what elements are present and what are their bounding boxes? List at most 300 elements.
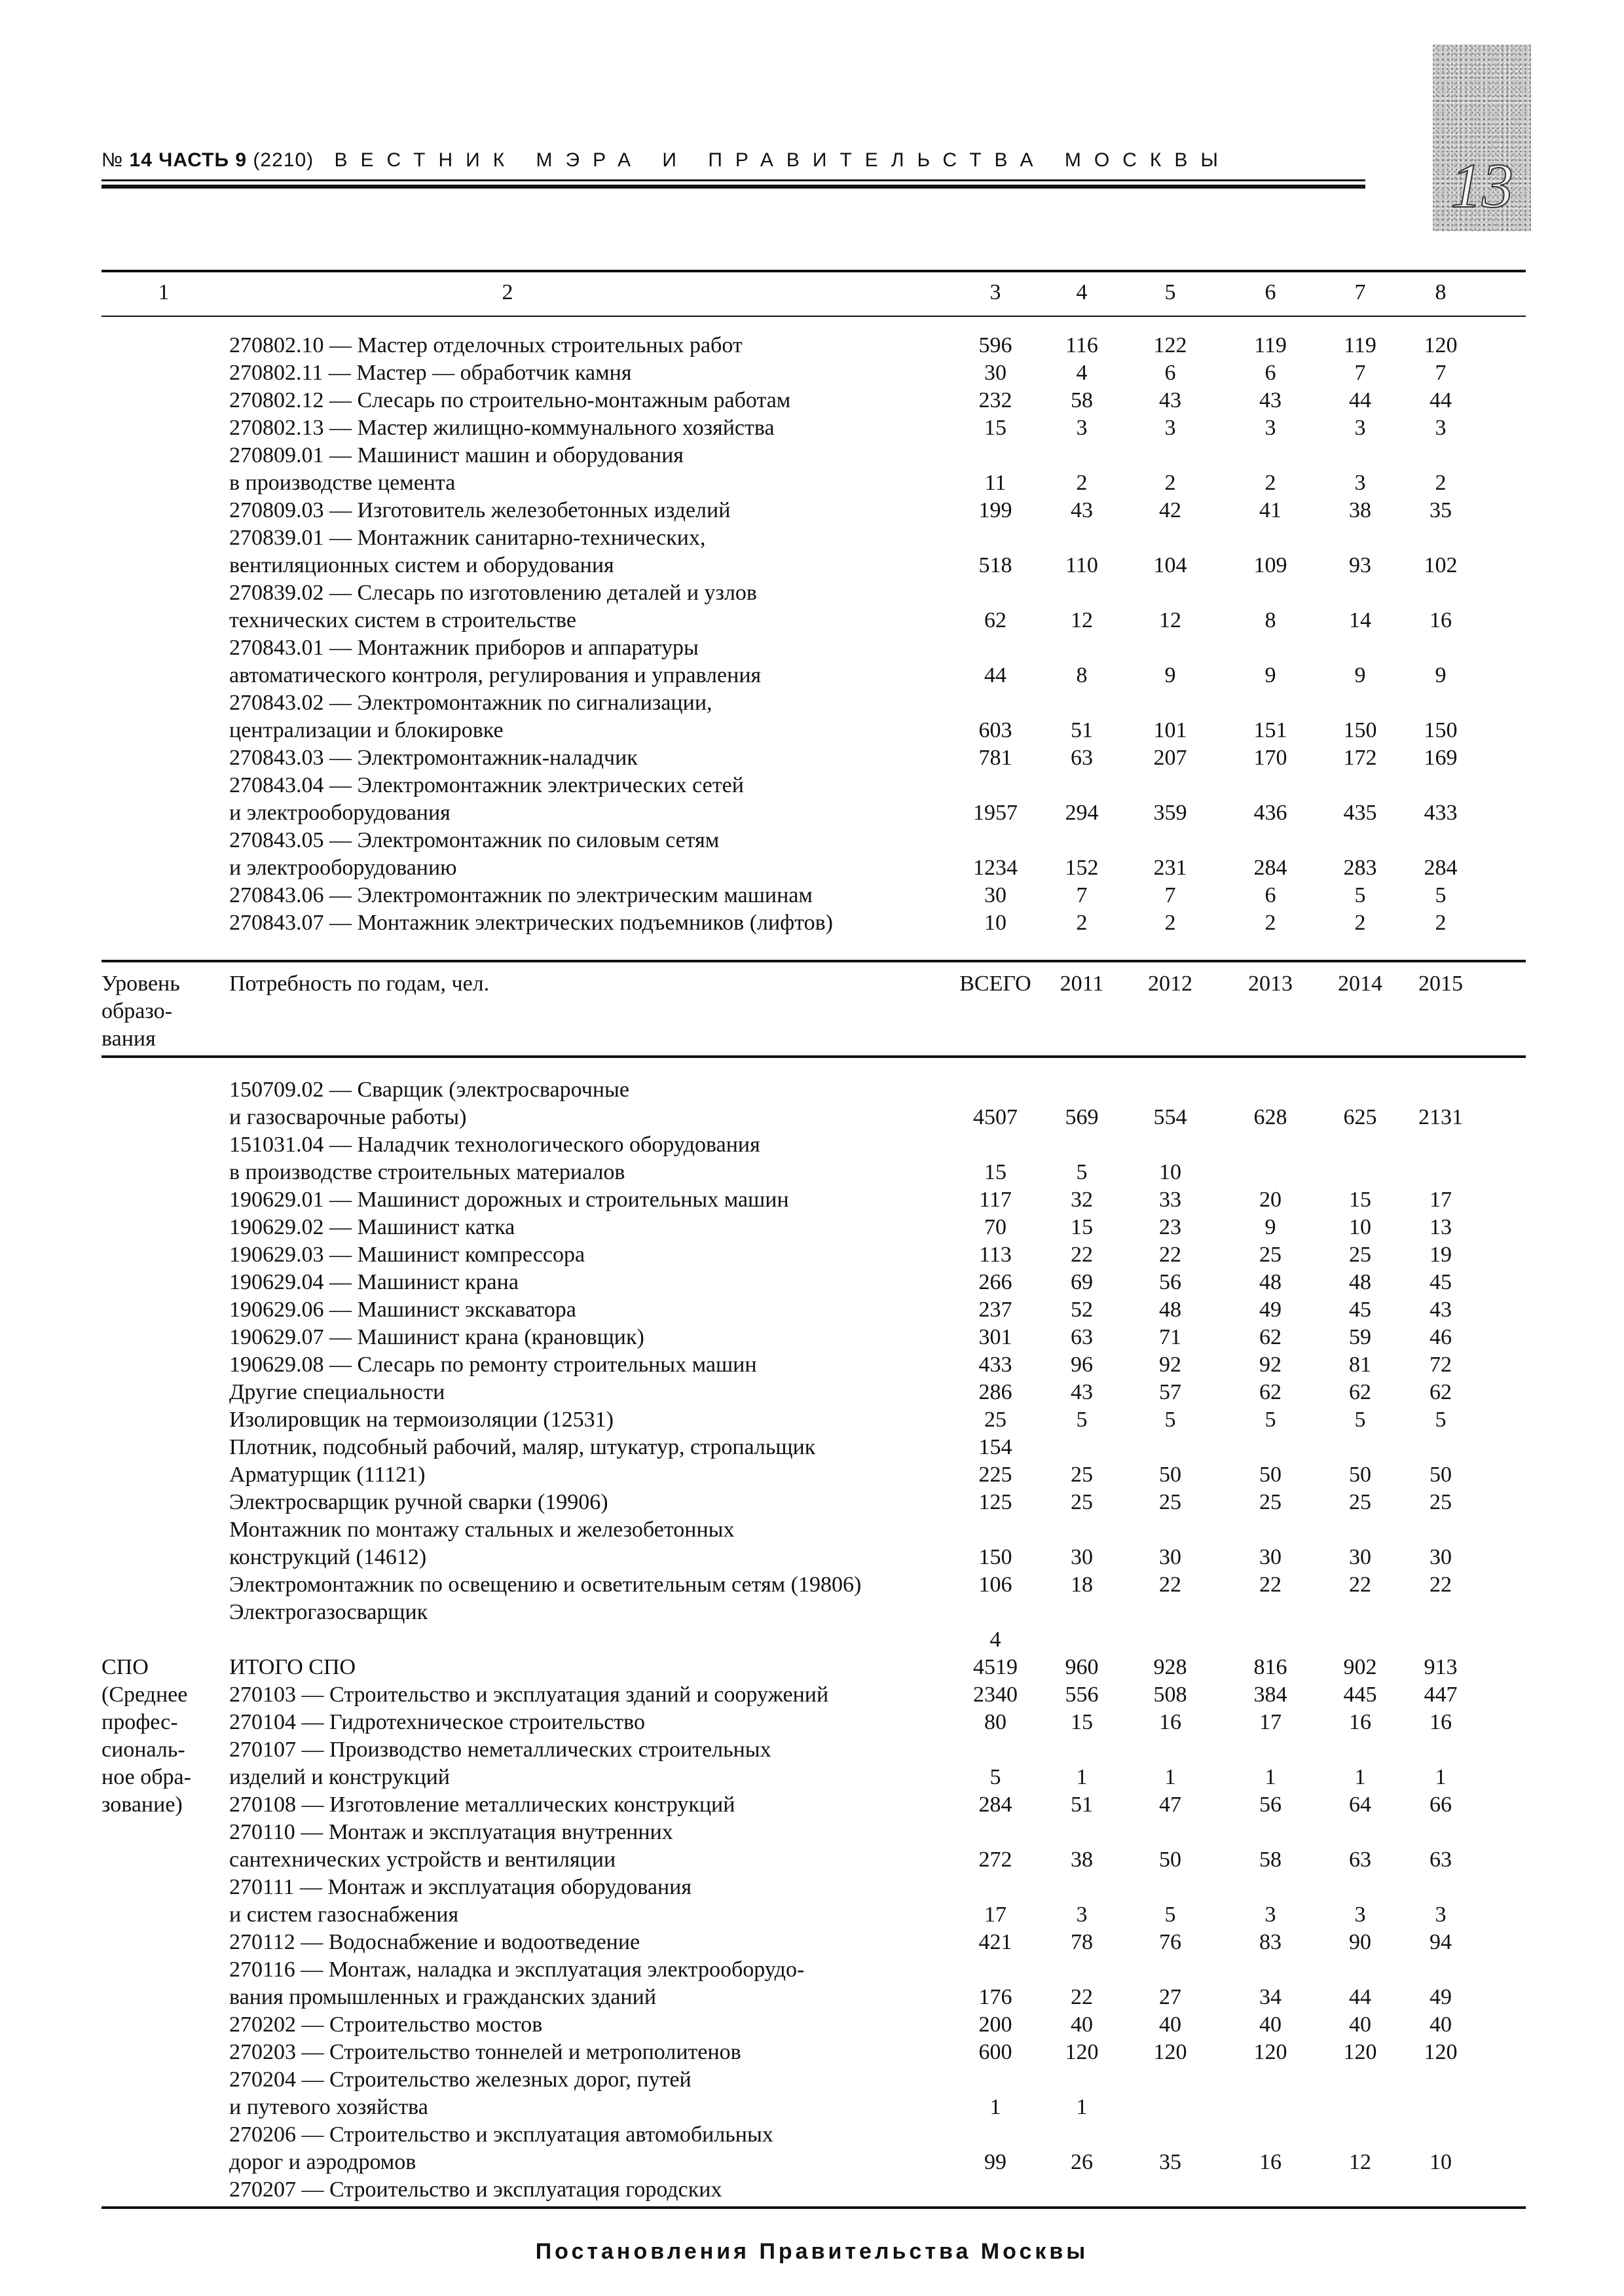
table-row	[101, 799, 1526, 827]
table-cell-value: 18	[1071, 1573, 1093, 1597]
specialty-name: 270103 — Строительство и эксплуатация зданий и сооружений	[229, 1683, 829, 1707]
table-cell-value: 421	[978, 1930, 1012, 1954]
table-cell-value: 17	[984, 1903, 1006, 1927]
table-cell-value: 72	[1430, 1353, 1452, 1377]
table-cell-value: 2	[1164, 911, 1176, 935]
table-cell-value: 284	[1253, 856, 1287, 880]
table-cell-value: 120	[1253, 2040, 1287, 2064]
specialty-name: Электросварщик ручной сварки (19906)	[229, 1490, 608, 1514]
table-cell-value: 76	[1159, 1930, 1181, 1954]
specialty-name: 190629.06 — Машинист экскаватора	[229, 1298, 576, 1322]
specialty-name: и путевого хозяйства	[229, 2095, 428, 2119]
level-header-text: вания	[101, 1027, 156, 1051]
table-cell-value: 41	[1259, 498, 1282, 522]
table-cell-value: 96	[1071, 1353, 1093, 1377]
table-cell-value: 16	[1259, 2150, 1282, 2174]
specialty-name: 270204 — Строительство железных дорог, путей	[229, 2068, 692, 2092]
table-cell-value: 2	[1164, 471, 1176, 495]
specialty-name: 270111 — Монтаж и эксплуатация оборудования	[229, 1875, 692, 1899]
table-row	[101, 1131, 1526, 1159]
table-row	[101, 442, 1526, 469]
table-cell-value: 17	[1259, 1710, 1282, 1734]
year-column-header: 2015	[1418, 972, 1463, 996]
table-row	[101, 1929, 1526, 1956]
specialty-name: Электромонтажник по освещению и осветительным сетям (19806)	[229, 1573, 862, 1597]
table-cell-value: 1	[1076, 1765, 1088, 1789]
table-cell-value: 78	[1071, 1930, 1093, 1954]
mid-header-bottom-rule	[101, 1055, 1526, 1058]
table-cell-value: 1	[1354, 1765, 1366, 1789]
table-cell-value: 106	[978, 1573, 1012, 1597]
table-row	[101, 2121, 1526, 2149]
table-row	[101, 332, 1526, 359]
page-number-block	[1433, 45, 1531, 231]
table-row	[101, 2094, 1526, 2121]
table-cell-value: 50	[1259, 1463, 1282, 1487]
specialty-name: и систем газоснабжения	[229, 1903, 459, 1927]
table-cell-value: 6	[1264, 361, 1276, 385]
table-row	[101, 497, 1526, 524]
table-cell-value: 25	[984, 1408, 1006, 1432]
level-cell: (Среднее	[101, 1683, 188, 1707]
table-cell-value: 5	[1076, 1160, 1088, 1184]
table-cell-value: 225	[978, 1463, 1012, 1487]
table-row	[101, 2039, 1526, 2066]
table-row	[101, 1296, 1526, 1324]
table-cell-value: 3	[1354, 471, 1366, 495]
table-cell-value: 119	[1344, 333, 1376, 357]
issue-sign: №	[101, 149, 124, 171]
table-cell-value: 10	[1430, 2150, 1452, 2174]
specialty-name: 270843.05 — Электромонтажник по силовым сетям	[229, 828, 720, 852]
table-cell-value: 38	[1071, 1848, 1093, 1872]
table-cell-value: 3	[1435, 416, 1447, 440]
table-cell-value: 9	[1164, 663, 1176, 687]
table-cell-value: 150	[978, 1545, 1012, 1569]
table-cell-value: 62	[1259, 1325, 1282, 1349]
table-cell-value: 15	[1349, 1188, 1371, 1212]
table-cell-value: 32	[1071, 1188, 1093, 1212]
table-cell-value: 58	[1259, 1848, 1282, 1872]
specialty-name: в производстве цемента	[229, 471, 456, 495]
table-cell-value: 51	[1071, 1793, 1093, 1817]
table-cell-value: 9	[1354, 663, 1366, 687]
table-cell-value: 50	[1159, 1848, 1181, 1872]
table-row	[101, 1544, 1526, 1571]
table-row	[101, 1269, 1526, 1296]
table-cell-value: 913	[1424, 1655, 1458, 1679]
table-cell-value: 63	[1430, 1848, 1452, 1872]
specialty-name: централизации и блокировке	[229, 718, 504, 742]
year-column-header: 2014	[1338, 972, 1382, 996]
table-row	[101, 1819, 1526, 1846]
table-row	[101, 1406, 1526, 1434]
specialty-name: 190629.07 — Машинист крана (крановщик)	[229, 1325, 644, 1349]
table-cell-value: 101	[1153, 718, 1187, 742]
table-cell-value: 5	[1164, 1903, 1176, 1927]
table-cell-value: 5	[1354, 883, 1366, 907]
column-number-rule	[101, 316, 1526, 317]
table-cell-value: 5	[1076, 1408, 1088, 1432]
table-cell-value: 5	[1264, 1408, 1276, 1432]
table-row	[101, 1626, 1526, 1654]
table-cell-value: 596	[978, 333, 1012, 357]
table-row	[101, 469, 1526, 497]
table-cell-value: 10	[1159, 1160, 1181, 1184]
table-cell-value: 40	[1071, 2013, 1093, 2037]
table-cell-value: 9	[1264, 663, 1276, 687]
serial-number: (2210)	[253, 149, 314, 171]
specialty-name: и электрооборудования	[229, 801, 451, 825]
table-cell-value: 2	[1435, 911, 1447, 935]
table-cell-value: 237	[978, 1298, 1012, 1322]
specialty-name: автоматического контроля, регулирования и управления	[229, 663, 762, 687]
table-cell-value: 16	[1430, 1710, 1452, 1734]
table-cell-value: 200	[978, 2013, 1012, 2037]
specialty-name: 270104 — Гидротехническое строительство	[229, 1710, 645, 1734]
level-cell: профес-	[101, 1710, 178, 1734]
table-row	[101, 827, 1526, 854]
table-cell-value: 8	[1264, 608, 1276, 632]
table-cell-value: 1	[1435, 1765, 1447, 1789]
table-cell-value: 47	[1159, 1793, 1181, 1817]
table-cell-value: 52	[1071, 1298, 1093, 1322]
specialty-name: 270843.07 — Монтажник электрических подъемников (лифтов)	[229, 911, 834, 935]
table-cell-value: 62	[1430, 1380, 1452, 1404]
specialty-name: Другие специальности	[229, 1380, 445, 1404]
specialty-name: 270843.03 — Электромонтажник-наладчик	[229, 746, 638, 770]
table-cell-value: 69	[1071, 1270, 1093, 1294]
table-cell-value: 116	[1065, 333, 1098, 357]
table-cell-value: 554	[1153, 1105, 1187, 1129]
table-row	[101, 1214, 1526, 1241]
specialty-name: дорог и аэродромов	[229, 2150, 416, 2174]
table-cell-value: 23	[1159, 1215, 1181, 1239]
table-cell-value: 22	[1071, 1243, 1093, 1267]
specialty-name: 270809.01 — Машинист машин и оборудования	[229, 443, 684, 467]
table-cell-value: 3	[1076, 1903, 1088, 1927]
table-cell-value: 43	[1159, 388, 1181, 412]
table-row	[101, 1324, 1526, 1351]
table-cell-value: 13	[1430, 1215, 1452, 1239]
table-cell-value: 4507	[973, 1105, 1018, 1129]
table-cell-value: 25	[1259, 1490, 1282, 1514]
table-cell-value: 120	[1153, 2040, 1187, 2064]
table-cell-value: 33	[1159, 1188, 1181, 1212]
journal-title: ВЕСТНИК МЭРА И ПРАВИТЕЛЬСТВА МОСКВЫ	[334, 149, 1231, 171]
table-cell-value: 57	[1159, 1380, 1181, 1404]
column-number-row	[101, 279, 1526, 306]
table-cell-value: 301	[978, 1325, 1012, 1349]
table-row	[101, 662, 1526, 689]
table-cell-value: 266	[978, 1270, 1012, 1294]
table-cell-value: 30	[984, 883, 1006, 907]
table-cell-value: 6	[1264, 883, 1276, 907]
table-cell-value: 14	[1349, 608, 1371, 632]
table-row	[101, 579, 1526, 607]
table-cell-value: 35	[1430, 498, 1452, 522]
specialty-name: 151031.04 — Наладчик технологического оборудования	[229, 1133, 760, 1157]
table-cell-value: 286	[978, 1380, 1012, 1404]
table-row	[101, 1571, 1526, 1599]
specialty-name: 270203 — Строительство тоннелей и метрополитенов	[229, 2040, 741, 2064]
table-cell-value: 43	[1259, 388, 1282, 412]
table-cell-value: 45	[1430, 1270, 1452, 1294]
table-row	[101, 689, 1526, 717]
table-cell-value: 7	[1164, 883, 1176, 907]
table-cell-value: 199	[978, 498, 1012, 522]
column-number: 8	[1435, 280, 1447, 304]
table-cell-value: 2	[1076, 911, 1088, 935]
column-number: 4	[1076, 280, 1088, 304]
specialty-name: 270809.03 — Изготовитель железобетонных изделий	[229, 498, 731, 522]
table-cell-value: 59	[1349, 1325, 1371, 1349]
table-cell-value: 43	[1430, 1298, 1452, 1322]
header-text	[101, 149, 1231, 172]
table-cell-value: 5	[1435, 883, 1447, 907]
specialty-name: вентиляционных систем и оборудования	[229, 553, 614, 577]
table-cell-value: 50	[1430, 1463, 1452, 1487]
table-row	[101, 359, 1526, 387]
year-column-header: 2011	[1060, 972, 1104, 996]
table-cell-value: 816	[1253, 1655, 1287, 1679]
table-cell-value: 2	[1354, 911, 1366, 935]
table-row	[101, 772, 1526, 799]
table-cell-value: 3	[1076, 416, 1088, 440]
table-cell-value: 83	[1259, 1930, 1282, 1954]
table-cell-value: 25	[1071, 1490, 1093, 1514]
table-row	[101, 2011, 1526, 2039]
table-cell-value: 7	[1354, 361, 1366, 385]
table-cell-value: 51	[1071, 718, 1093, 742]
level-cell: зование)	[101, 1793, 183, 1817]
level-cell: СПО	[101, 1655, 149, 1679]
level-header-line	[101, 998, 1526, 1025]
table-row	[101, 524, 1526, 552]
table-cell-value: 45	[1349, 1298, 1371, 1322]
year-column-header: ВСЕГО	[959, 972, 1031, 996]
table-cell-value: 445	[1343, 1683, 1377, 1707]
table-cell-value: 120	[1424, 333, 1458, 357]
table-row	[101, 1956, 1526, 1984]
table-row	[101, 552, 1526, 579]
specialty-name: вания промышленных и гражданских зданий	[229, 1985, 657, 2009]
level-header-text: Уровень	[101, 972, 180, 996]
specialty-name: 270802.11 — Мастер — обработчик камня	[229, 361, 632, 385]
part-label: ЧАСТЬ 9	[158, 149, 248, 171]
table-cell-value: 3	[1164, 416, 1176, 440]
table-cell-value: 30	[984, 361, 1006, 385]
table-cell-value: 35	[1159, 2150, 1181, 2174]
specialty-name: 270802.13 — Мастер жилищно-коммунального хозяйства	[229, 416, 775, 440]
table-cell-value: 25	[1259, 1243, 1282, 1267]
table-row	[101, 1379, 1526, 1406]
table-cell-value: 3	[1264, 1903, 1276, 1927]
year-column-header: 2012	[1148, 972, 1192, 996]
table-cell-value: 44	[1349, 1985, 1371, 2009]
table-cell-value: 151	[1253, 718, 1287, 742]
table-cell-value: 44	[984, 663, 1006, 687]
specialty-name: 270116 — Монтаж, наладка и эксплуатация электрооборудо-	[229, 1958, 805, 1982]
table-row	[101, 744, 1526, 772]
specialty-name: 270839.02 — Слесарь по изготовлению деталей и узлов	[229, 581, 757, 605]
specialty-name: 270802.10 — Мастер отделочных строительных работ	[229, 333, 743, 357]
table-cell-value: 43	[1071, 498, 1093, 522]
table-cell-value: 9	[1435, 663, 1447, 687]
table-row	[101, 607, 1526, 634]
specialty-name: 190629.04 — Машинист крана	[229, 1270, 519, 1294]
table-cell-value: 960	[1065, 1655, 1099, 1679]
table-row	[101, 1159, 1526, 1186]
table-cell-value: 207	[1153, 746, 1187, 770]
table-cell-value: 359	[1153, 801, 1187, 825]
specialty-name: 270107 — Производство неметаллических строительных	[229, 1738, 771, 1762]
table-cell-value: 40	[1259, 2013, 1282, 2037]
table-cell-value: 44	[1349, 388, 1371, 412]
table-cell-value: 63	[1071, 746, 1093, 770]
table-cell-value: 5	[1435, 1408, 1447, 1432]
table-row	[101, 1599, 1526, 1626]
table-cell-value: 1	[1164, 1765, 1176, 1789]
table-cell-value: 447	[1424, 1683, 1458, 1707]
table-row	[101, 717, 1526, 744]
need-label: Потребность по годам, чел.	[229, 972, 490, 996]
level-header-line	[101, 970, 1526, 998]
level-header-line	[101, 1025, 1526, 1053]
table-cell-value: 4	[1076, 361, 1088, 385]
table-cell-value: 120	[1065, 2040, 1099, 2064]
header-rule-thin	[101, 179, 1365, 181]
table-cell-value: 600	[978, 2040, 1012, 2064]
table-row	[101, 1104, 1526, 1131]
table-cell-value: 232	[978, 388, 1012, 412]
table-cell-value: 1957	[973, 801, 1018, 825]
specialty-name: и электрооборудованию	[229, 856, 457, 880]
table-row	[101, 1874, 1526, 1901]
table-cell-value: 16	[1430, 608, 1452, 632]
table-cell-value: 66	[1430, 1793, 1452, 1817]
table-row	[101, 1076, 1526, 1104]
specialty-name: 270839.01 — Монтажник санитарно-технических,	[229, 526, 706, 550]
specialty-name: Плотник, подсобный рабочий, маляр, штукатур, стропальщик	[229, 1435, 816, 1459]
year-column-header: 2013	[1248, 972, 1293, 996]
table-cell-value: 81	[1349, 1353, 1371, 1377]
table-cell-value: 92	[1159, 1353, 1181, 1377]
table-cell-value: 3	[1435, 1903, 1447, 1927]
table-cell-value: 436	[1253, 801, 1287, 825]
specialty-name: 270206 — Строительство и эксплуатация автомобильных	[229, 2123, 773, 2147]
table-cell-value: 284	[1424, 856, 1458, 880]
table-cell-value: 1234	[973, 856, 1018, 880]
specialty-name: 190629.03 — Машинист компрессора	[229, 1243, 585, 1267]
table-cell-value: 43	[1071, 1380, 1093, 1404]
table-cell-value: 5	[1164, 1408, 1176, 1432]
table-cell-value: 22	[1159, 1243, 1181, 1267]
table-cell-value: 110	[1065, 553, 1098, 577]
table-cell-value: 4519	[973, 1655, 1018, 1679]
table-cell-value: 15	[984, 1160, 1006, 1184]
table-row	[101, 1901, 1526, 1929]
table-cell-value: 12	[1159, 608, 1181, 632]
header-rule-thick	[101, 185, 1365, 189]
table-cell-value: 93	[1349, 553, 1371, 577]
level-cell: сиональ-	[101, 1738, 185, 1762]
table-cell-value: 433	[978, 1353, 1012, 1377]
table-cell-value: 117	[979, 1188, 1012, 1212]
table-cell-value: 40	[1349, 2013, 1371, 2037]
table-cell-value: 4	[989, 1628, 1001, 1652]
table-cell-value: 294	[1065, 801, 1099, 825]
table-cell-value: 272	[978, 1848, 1012, 1872]
table-cell-value: 102	[1424, 553, 1458, 577]
table-cell-value: 25	[1349, 1243, 1371, 1267]
table-row	[101, 1709, 1526, 1736]
specialty-name: конструкций (14612)	[229, 1545, 427, 1569]
table-row	[101, 1846, 1526, 1874]
specialty-name: 270108 — Изготовление металлических конструкций	[229, 1793, 735, 1817]
table-cell-value: 15	[984, 416, 1006, 440]
table-row	[101, 1351, 1526, 1379]
table-cell-value: 172	[1343, 746, 1377, 770]
table-cell-value: 603	[978, 718, 1012, 742]
column-number: 3	[989, 280, 1001, 304]
table-cell-value: 625	[1343, 1105, 1377, 1129]
table-cell-value: 30	[1430, 1545, 1452, 1569]
table-cell-value: 16	[1159, 1710, 1181, 1734]
table-cell-value: 70	[984, 1215, 1006, 1239]
table-cell-value: 42	[1159, 498, 1181, 522]
table-cell-value: 154	[978, 1435, 1012, 1459]
table-cell-value: 63	[1071, 1325, 1093, 1349]
table-cell-value: 15	[1071, 1710, 1093, 1734]
table-cell-value: 25	[1159, 1490, 1181, 1514]
table-cell-value: 3	[1354, 416, 1366, 440]
table-cell-value: 2131	[1418, 1105, 1463, 1129]
specialty-name: ИТОГО СПО	[229, 1655, 356, 1679]
table-cell-value: 231	[1153, 856, 1187, 880]
table-cell-value: 40	[1159, 2013, 1181, 2037]
table-row	[101, 1434, 1526, 1461]
table-cell-value: 25	[1071, 1463, 1093, 1487]
table-cell-value: 90	[1349, 1930, 1371, 1954]
table-row	[101, 2149, 1526, 2176]
table-row	[101, 1489, 1526, 1516]
table-cell-value: 30	[1071, 1545, 1093, 1569]
table-cell-value: 3	[1264, 416, 1276, 440]
table-row	[101, 1764, 1526, 1791]
table-cell-value: 12	[1071, 608, 1093, 632]
table-row	[101, 1654, 1526, 1681]
table-cell-value: 22	[1071, 1985, 1093, 2009]
table-cell-value: 62	[1349, 1380, 1371, 1404]
table-row	[101, 2066, 1526, 2094]
table-cell-value: 170	[1253, 746, 1287, 770]
table-cell-value: 6	[1164, 361, 1176, 385]
table-cell-value: 48	[1259, 1270, 1282, 1294]
table-cell-value: 150	[1343, 718, 1377, 742]
specialty-name: технических систем в строительстве	[229, 608, 577, 632]
table-cell-value: 48	[1159, 1298, 1181, 1322]
table-cell-value: 17	[1430, 1188, 1452, 1212]
specialty-name: Арматурщик (11121)	[229, 1463, 426, 1487]
table-cell-value: 25	[1349, 1490, 1371, 1514]
table-cell-value: 15	[1071, 1215, 1093, 1239]
column-number: 6	[1264, 280, 1276, 304]
specialty-name: изделий и конструкций	[229, 1765, 450, 1789]
table-cell-value: 10	[984, 911, 1006, 935]
table-cell-value: 569	[1065, 1105, 1099, 1129]
table-row	[101, 1736, 1526, 1764]
